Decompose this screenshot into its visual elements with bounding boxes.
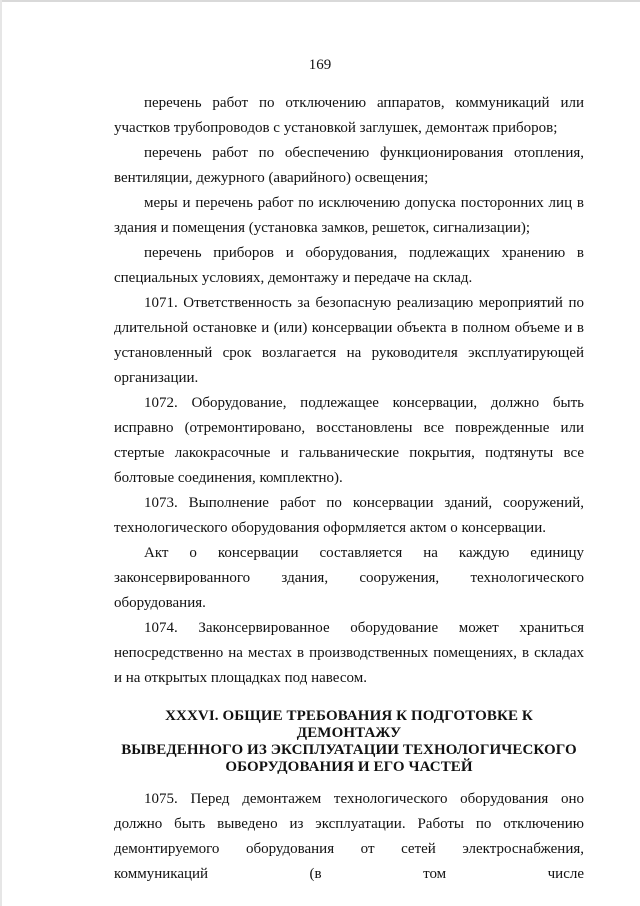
clause-1073: 1073. Выполнение работ по консервации зданий, сооружений, технологического оборудования оформляется актом о консервации. [114, 495, 584, 536]
section-heading-line-2: ВЫВЕДЕННОГО ИЗ ЭКСПЛУАТАЦИИ ТЕХНОЛОГИЧЕСКОГО [121, 742, 577, 758]
scan-edge-top [0, 0, 640, 2]
clause-1075: 1075. Перед демонтажем технологического оборудования оно должно быть выведено из эксплуатации. Работы по отключению демонтируемого оборудования от сетей электроснабжения, коммуникаций (в том числе [114, 791, 584, 882]
clause-1073-act: Акт о консервации составляется на каждую единицу законсервированного здания, сооружения, технологического оборудования. [114, 545, 584, 611]
section-heading-line-3: ОБОРУДОВАНИЯ И ЕГО ЧАСТЕЙ [225, 759, 473, 775]
list-item-instruments-storage: перечень приборов и оборудования, подлежащих хранению в специальных условиях, демонтажу и передаче на склад. [114, 245, 584, 286]
section-heading-line-1: XXXVI. ОБЩИЕ ТРЕБОВАНИЯ К ПОДГОТОВКЕ К ДЕМОНТАЖУ [165, 708, 533, 741]
clause-1072: 1072. Оборудование, подлежащее консервации, должно быть исправно (отремонтировано, восстановлены все поврежденные или стертые лакокрасочные и гальванические покрытия, подтянуты все болтовые соединения, комплектно). [114, 395, 584, 486]
list-item-access-measures: меры и перечень работ по исключению допуска посторонних лиц в здания и помещения (установка замков, решеток, сигнализации); [114, 195, 584, 236]
list-item-heating-ventilation: перечень работ по обеспечению функционирования отопления, вентиляции, дежурного (аварийного) освещения; [114, 145, 584, 186]
clause-1074: 1074. Законсервированное оборудование может храниться непосредственно на местах в производственных помещениях, в складах и на открытых площадках под навесом. [114, 620, 584, 686]
page-body [114, 91, 584, 887]
scan-edge-left [0, 0, 2, 906]
list-item-disconnect-works: перечень работ по отключению аппаратов, коммуникаций или участков трубопроводов с установкой заглушек, демонтаж приборов; [114, 95, 584, 136]
section-heading [114, 708, 584, 776]
page-number: 169 [308, 57, 332, 73]
clause-1071: 1071. Ответственность за безопасную реализацию мероприятий по длительной остановке и (или) консервации объекта в полном объеме и в установленный срок возлагается на руководителя эксплуатирующей организации. [114, 295, 584, 386]
